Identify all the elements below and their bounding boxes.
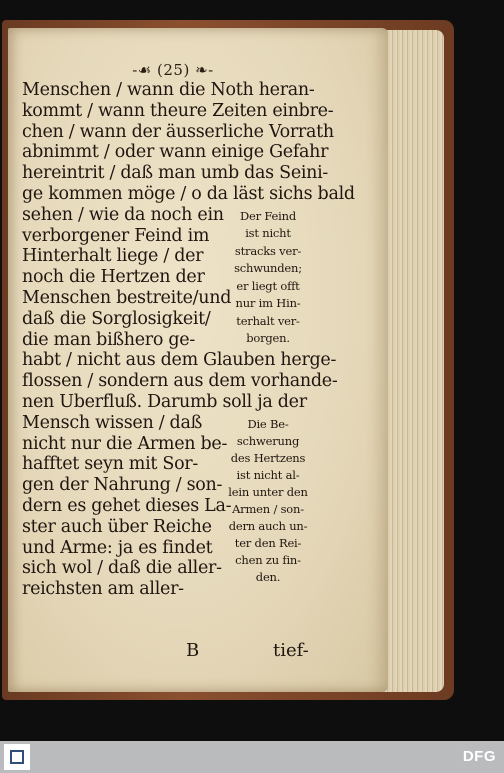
ornament-left-icon: -☙ (132, 61, 152, 79)
text-line: flossen / sondern aus dem vorhande- (22, 371, 338, 392)
text-line: habt / nicht aus dem Glauben herge- (22, 350, 337, 371)
marginal-note-line: Der Feind (240, 208, 296, 223)
text-line: nen Uberfluß. Darumb soll ja der (22, 392, 307, 412)
book-page (8, 28, 388, 692)
marginal-note-line: schwunden; (234, 261, 302, 276)
text-line: hereintrit / daß man umb das Seini- (22, 163, 329, 184)
text-line: hafftet seyn mit Sor- (22, 454, 198, 475)
ornament-right-icon: ❧- (195, 61, 214, 79)
text-line: Menschen / wann die Noth heran- (22, 80, 315, 100)
catchword: tief- (273, 640, 309, 661)
text-line: kommt / wann theure Zeiten einbre- (22, 100, 334, 121)
text-line: und Arme: ja es findet (22, 537, 213, 558)
marginal-note-line: schwerung (236, 433, 300, 448)
text-line: sehen / wie da noch ein (22, 204, 224, 225)
text-line: die man bißhero ge- (22, 329, 195, 350)
marginal-note-line: chen zu fin- (235, 552, 301, 567)
marginal-note-line: er liegt offt (236, 278, 300, 293)
text-line: nicht nur die Armen be- (22, 433, 228, 454)
text-line: ge kommen möge / o da läst sichs bald (22, 184, 355, 204)
viewer-footer (0, 741, 504, 773)
library-logo-icon[interactable] (4, 744, 30, 770)
marginal-note-line: stracks ver- (234, 243, 302, 258)
text-line: reichsten am aller- (22, 579, 184, 600)
text-line: Mensch wissen / daß (22, 412, 202, 433)
marginal-note-line: dern auch un- (228, 518, 308, 533)
text-line: abnimmt / oder wann einige Gefahr (22, 142, 329, 163)
marginal-note-line: borgen. (246, 331, 290, 346)
page-header (8, 61, 338, 79)
marginal-note-line: den. (255, 569, 281, 584)
text-line: Menschen bestreite/und (22, 288, 232, 308)
text-line: dern es gehet dieses La- (22, 496, 232, 516)
text-line: sich wol / daß die aller- (22, 558, 222, 579)
marginal-note-line: ist nicht (245, 226, 291, 241)
text-line: ster auch über Reiche (22, 516, 212, 537)
text-line: daß die Sorglosigkeit/ (22, 308, 211, 329)
dfg-logo[interactable]: DFG (462, 748, 496, 765)
marginal-note-line: nur im Hin- (235, 296, 301, 311)
marginal-note-line: Die Be- (247, 416, 289, 431)
marginal-note-line: ist nicht al- (236, 467, 300, 482)
text-line: verborgener Feind im (22, 225, 210, 246)
marginal-note-line: Armen / son- (232, 501, 304, 516)
text-line: gen der Nahrung / son- (22, 475, 223, 496)
text-line: noch die Hertzen der (22, 267, 205, 288)
marginal-note-line: ter den Rei- (234, 535, 302, 550)
marginal-note-line: terhalt ver- (236, 313, 300, 328)
marginal-note-line: des Hertzens (230, 450, 306, 465)
page-number: (25) (157, 61, 190, 79)
text-line: Hinterhalt liege / der (22, 246, 204, 267)
marginal-note-line: lein unter den (228, 484, 308, 499)
signature-mark: B (186, 640, 200, 661)
text-line: chen / wann der äusserliche Vorrath (22, 121, 334, 142)
